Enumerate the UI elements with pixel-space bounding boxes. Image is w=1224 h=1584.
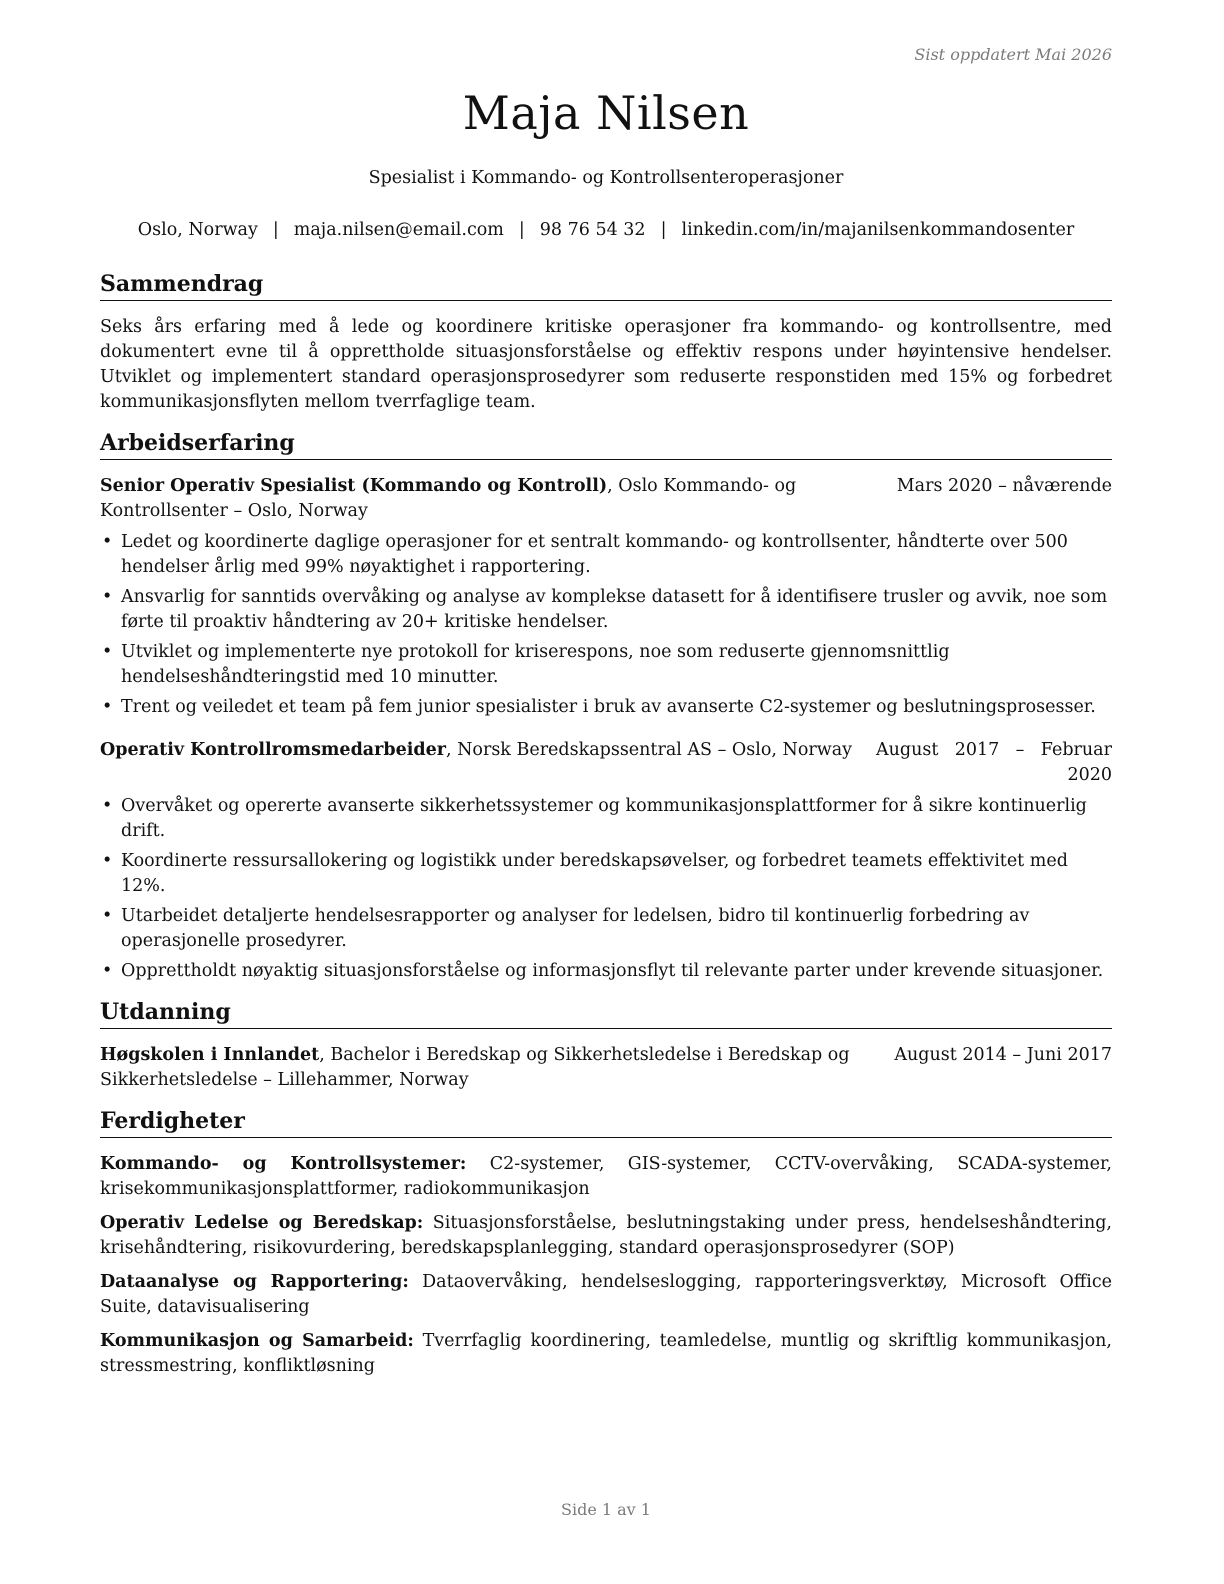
last-updated: Sist oppdatert Mai 2026 [914, 45, 1112, 64]
skill-text: Dataovervåking, hendelseslogging, rapporteringsverktøy, Microsoft Office Suite, datavisualisering [100, 1272, 1112, 1317]
education-dates: August 2014 – Juni 2017 [894, 1045, 1112, 1065]
bullet-text: Ledet og koordinerte daglige operasjoner for et sentralt kommando- og kontrollsenter, håndterte over 500 hendelser årlig med 99% nøyaktighet i rapportering. [121, 532, 1068, 577]
summary-heading: Sammendrag [100, 270, 1112, 301]
job-dates: Mars 2020 – nåværende [896, 476, 1112, 496]
education-heading: Utdanning [100, 998, 1112, 1029]
job-role: Operativ Kontrollromsmedarbeider [100, 740, 446, 760]
job-employer: , Oslo Kommando- og Kontrollsenter – Oslo, Norway [100, 476, 797, 521]
experience-section [100, 429, 1112, 984]
bullet-icon: • [102, 642, 113, 662]
job-bullets [100, 794, 1112, 984]
bullet-icon: • [102, 906, 113, 926]
bullet-text: Utarbeidet detaljerte hendelsesrapporter og analyser for ledelsen, bidro til kontinuerlig forbedring av operasjonelle prosedyrer. [121, 906, 1030, 951]
job-dates: August 2017 – Februar 2020 [876, 740, 1112, 785]
job-bullet [100, 959, 1112, 984]
contact-linkedin[interactable]: linkedin.com/in/majanilsenkommandosenter [681, 220, 1075, 240]
bullet-icon: • [102, 587, 113, 607]
job-bullet [100, 640, 1112, 690]
job-entry [100, 738, 1112, 984]
summary-text: Seks års erfaring med å lede og koordinere kritiske operasjoner fra kommando- og kontrollsentre, med dokumentert evne til å opprettholde situasjonsforståelse og effektiv respons under høyintensive hendelser. Utviklet og implementert standard operasjonsprosedyrer som reduserte responstiden med 15% og forbedret kommunikasjonsflyten mellom tverrfaglige team. [100, 317, 1112, 412]
bullet-icon: • [102, 851, 113, 871]
resume-page [100, 0, 1112, 1584]
skill-label: Kommando- og Kontrollsystemer: [100, 1154, 467, 1174]
candidate-title: Spesialist i Kommando- og Kontrollsenteroperasjoner [368, 168, 844, 188]
job-header [100, 474, 1112, 524]
bullet-text: Opprettholdt nøyaktig situasjonsforståelse og informasjonsflyt til relevante parter under krevende situasjoner. [121, 961, 1104, 981]
skills-section [100, 1107, 1112, 1379]
bullet-text: Trent og veiledet et team på fem junior spesialister i bruk av avanserte C2-systemer og beslutningsprosesser. [121, 697, 1096, 717]
job-employer: , Norsk Beredskapssentral AS – Oslo, Norway [445, 740, 853, 760]
education-entry [100, 1043, 1112, 1093]
resume-content [100, 270, 1112, 1393]
skill-text: C2-systemer, GIS-systemer, CCTV-overvåking, SCADA-systemer, krisekommunikasjonsplattformer, radiokommunikasjon [100, 1154, 1112, 1199]
job-bullet [100, 794, 1112, 844]
page-number: Side 1 av 1 [561, 1500, 651, 1519]
skill-text: Tverrfaglig koordinering, teamledelse, muntlig og skriftlig kommunikasjon, stressmestring, konfliktløsning [100, 1331, 1112, 1376]
contact-email[interactable]: maja.nilsen@email.com [293, 220, 504, 240]
summary-section [100, 270, 1112, 415]
job-bullets [100, 530, 1112, 720]
skill-text: Situasjonsforståelse, beslutningstaking under press, hendelseshåndtering, krisehåndtering, risikovurdering, beredskapsplanlegging, standard operasjonsprosedyrer (SOP) [100, 1213, 1112, 1258]
bullet-icon: • [102, 697, 113, 717]
bullet-text: Ansvarlig for sanntids overvåking og analyse av komplekse datasett for å identifisere trusler og avvik, noe som førte til proaktiv håndtering av 20+ kritiske hendelser. [121, 587, 1108, 632]
job-title-line [100, 738, 876, 763]
bullet-icon: • [102, 796, 113, 816]
candidate-name: Maja Nilsen [462, 86, 750, 140]
contact-location: Oslo, Norway [137, 220, 258, 240]
skill-label: Dataanalyse og Rapportering: [100, 1272, 409, 1292]
job-bullet [100, 849, 1112, 899]
job-title-line [100, 474, 897, 524]
job-bullet [100, 530, 1112, 580]
contact-separator: | [660, 220, 667, 240]
job-bullet [100, 904, 1112, 954]
skills-heading: Ferdigheter [100, 1107, 1112, 1138]
bullet-text: Utviklet og implementerte nye protokoll for kriserespons, noe som reduserte gjennomsnittlig hendelseshåndteringstid med 10 minutter. [121, 642, 950, 687]
contact-separator: | [272, 220, 279, 240]
contact-line [100, 220, 1112, 240]
contact-separator: | [518, 220, 525, 240]
job-header [100, 738, 1112, 788]
education-school: Høgskolen i Innlandet [100, 1045, 320, 1065]
skill-group [100, 1211, 1112, 1261]
skill-group [100, 1329, 1112, 1379]
contact-phone: 98 76 54 32 [539, 220, 646, 240]
skill-group [100, 1152, 1112, 1202]
bullet-text: Koordinerte ressursallokering og logistikk under beredskapsøvelser, og forbedret teamets effektivitet med 12%. [121, 851, 1068, 896]
skill-group [100, 1270, 1112, 1320]
job-bullet [100, 585, 1112, 635]
education-section [100, 998, 1112, 1093]
job-entry [100, 474, 1112, 720]
bullet-icon: • [102, 961, 113, 981]
skill-label: Kommunikasjon og Samarbeid: [100, 1331, 414, 1351]
education-line [100, 1043, 894, 1093]
skill-label: Operativ Ledelse og Beredskap: [100, 1213, 424, 1233]
experience-heading: Arbeidserfaring [100, 429, 1112, 460]
bullet-text: Overvåket og opererte avanserte sikkerhetssystemer og kommunikasjonsplattformer for å sikre kontinuerlig drift. [121, 796, 1087, 841]
education-degree: , Bachelor i Beredskap og Sikkerhetsledelse i Beredskap og Sikkerhetsledelse – Lillehammer, Norway [100, 1045, 850, 1090]
job-bullet [100, 695, 1112, 720]
job-role: Senior Operativ Spesialist (Kommando og Kontroll) [100, 476, 608, 496]
bullet-icon: • [102, 532, 113, 552]
